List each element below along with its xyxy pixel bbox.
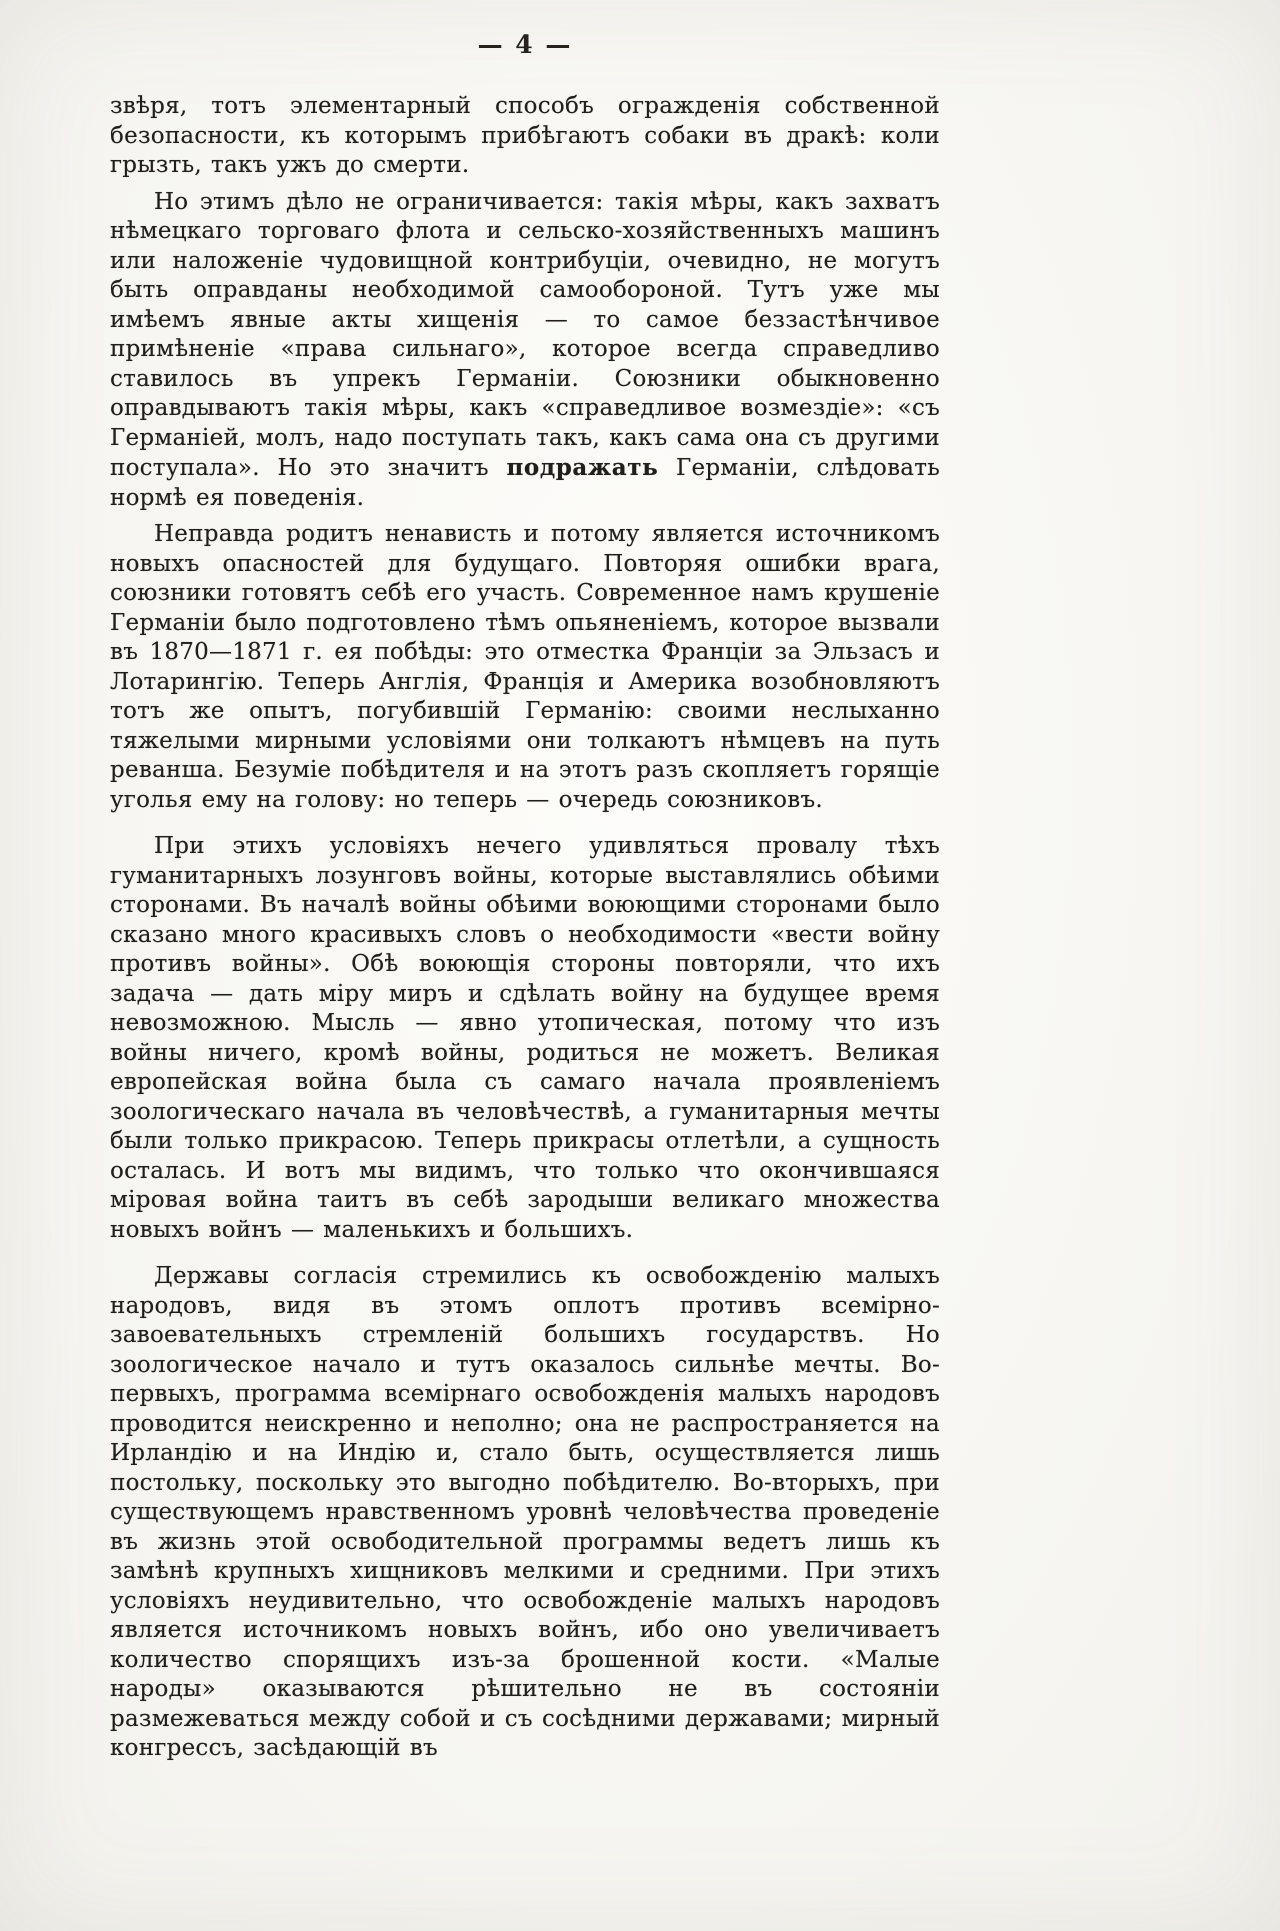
paragraph-text: Но этимъ дѣло не ограничивается: такія мѣры, какъ захватъ нѣмецкаго торговаго флота и сельско-хозяйственныхъ машинъ или наложеніе чудовищной контрибуціи, очевидно, не могутъ быть оправданы необходимой самообороной. Тутъ уже мы имѣемъ явные акты хищенія — то самое беззастѣнчивое примѣненіе «права сильнаго», которое всегда справедливо ставилось въ упрекъ Германіи. Союзники обыкновенно оправдываютъ такія мѣры, какъ «справедливое возмездіе»: «съ Германіей, молъ, надо поступать такъ, какъ сама она съ другими поступала». Но это значитъ bbox=[110, 188, 940, 481]
paragraph bbox=[110, 188, 940, 514]
paragraph: звѣря, тотъ элементарный способъ огражденія собственной безопасности, къ которымъ прибѣгаютъ собаки въ дракѣ: коли грызть, такъ ужъ до смерти. bbox=[110, 93, 940, 178]
paragraph: При этихъ условіяхъ нечего удивляться провалу тѣхъ гуманитарныхъ лозунговъ войны, которые выставлялись обѣими сторонами. Въ началѣ войны обѣими воюющими сторонами было сказано много красивыхъ словъ о необходимости «вести войну противъ войны». Обѣ воюющія стороны повторяли, что ихъ задача — дать міру миръ и сдѣлать войну на будущее время невозможною. Мысль — явно утопическая, потому что изъ войны ничего, кромѣ войны, родиться не можетъ. Великая европейская война была съ самаго начала проявленіемъ зоологическаго начала въ человѣчествѣ, а гуманитарныя мечты были только прикрасою. Теперь прикрасы отлетѣли, а сущность осталась. И вотъ мы видимъ, что только что окончившаяся міровая война таитъ въ себѣ зародыши великаго множества новыхъ войнъ — маленькихъ и большихъ. bbox=[110, 833, 940, 1243]
paragraph: Неправда родитъ ненависть и потому является источникомъ новыхъ опасностей для будущаго. Повторяя ошибки врага, союзники готовятъ себѣ его участь. Современное намъ крушеніе Германіи было подготовлено тѣмъ опьяненіемъ, которое вызвали въ 1870—1871 г. ея побѣды: это отместка Франціи за Эльзасъ и Лотарингію. Теперь Англія, Франція и Америка возобновляютъ тотъ же опытъ, погубившій Германію: своими неслыханно тяжелыми мирными условіями они толкаютъ нѣмцевъ на путь реванша. Безуміе побѣдителя и на этотъ разъ скопляетъ горящіе уголья ему на голову: но теперь — очередь союзниковъ. bbox=[110, 521, 940, 813]
emphasized-word: подражать bbox=[506, 454, 659, 481]
paragraph-text: Германіи, слѣдовать нормѣ ея поведенія. bbox=[110, 455, 940, 511]
paragraph: Державы согласія стремились къ освобожденію малыхъ народовъ, видя въ этомъ оплотъ противъ всемірно-завоевательныхъ стремленій большихъ государствъ. Но зоологическое начало и тутъ оказалось сильнѣе мечты. Во-первыхъ, программа всемірнаго освобожденія малыхъ народовъ проводится неискренно и неполно; она не распространяется на Ирландію и на Индію и, стало быть, осуществляется лишь постольку, поскольку это выгодно побѣдителю. Во-вторыхъ, при существующемъ нравственномъ уровнѣ человѣчества проведеніе въ жизнь этой освободительной программы ведетъ лишь къ замѣнѣ крупныхъ хищниковъ мелкими и средними. При этихъ условіяхъ неудивительно, что освобожденіе малыхъ народовъ является источникомъ новыхъ войнъ, ибо оно увеличиваетъ количество спорящихъ изъ-за брошенной кости. «Малые народы» оказываются рѣшительно не въ состояніи размежеваться между собой и съ сосѣдними державами; мирный конгрессъ, засѣдающій въ bbox=[110, 1263, 940, 1761]
page-number: — 4 — bbox=[477, 30, 573, 59]
text-block bbox=[110, 92, 940, 1771]
